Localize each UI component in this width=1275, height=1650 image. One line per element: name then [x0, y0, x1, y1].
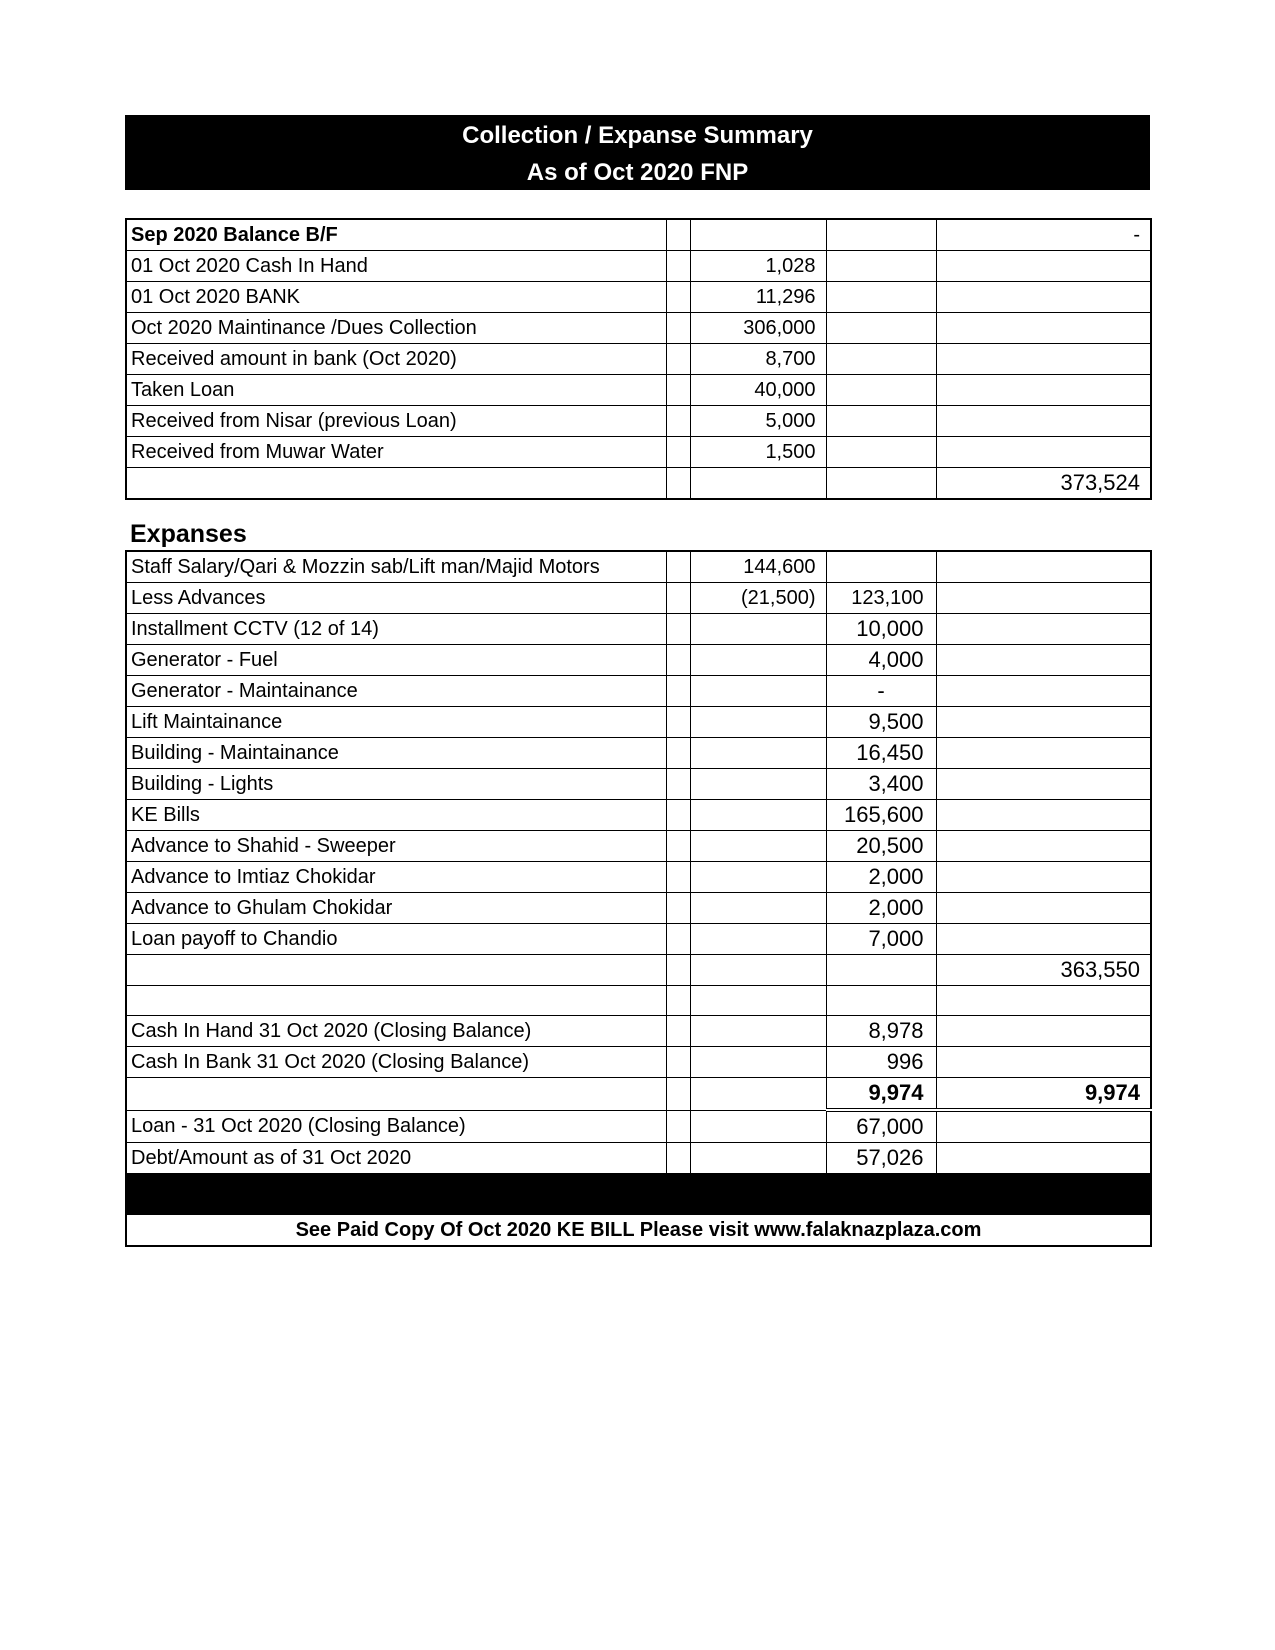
row-label: 01 Oct 2020 BANK	[126, 282, 666, 313]
row-label: Cash In Hand 31 Oct 2020 (Closing Balance)	[126, 1016, 666, 1047]
collection-total: 373,524	[936, 468, 1151, 500]
summary-sheet	[125, 115, 1150, 1247]
header-banner	[125, 115, 1150, 190]
black-bar	[126, 1174, 1151, 1215]
row-amount: 165,600	[826, 800, 936, 831]
row-label: Oct 2020 Maintinance /Dues Collection	[126, 313, 666, 344]
row-amount: 5,000	[690, 406, 826, 437]
row-amount: 16,450	[826, 738, 936, 769]
table-row	[126, 551, 1151, 583]
table-row	[126, 251, 1151, 282]
row-amount: 2,000	[826, 862, 936, 893]
row-label: Generator - Maintainance	[126, 676, 666, 707]
table-row	[126, 282, 1151, 313]
opening-balance-label: Sep 2020 Balance B/F	[126, 219, 666, 251]
row-label: Taken Loan	[126, 375, 666, 406]
row-amount: 67,000	[826, 1110, 936, 1143]
spacer-row	[126, 986, 1151, 1016]
opening-balance-total: -	[936, 219, 1151, 251]
table-row	[126, 862, 1151, 893]
footer-row	[126, 1215, 1151, 1247]
page-title: Collection / Expanse Summary	[462, 122, 813, 149]
table-row	[126, 1110, 1151, 1143]
expanses-heading: Expanses	[130, 520, 247, 548]
row-label: Lift Maintainance	[126, 707, 666, 738]
table-row	[126, 707, 1151, 738]
row-label: Staff Salary/Qari & Mozzin sab/Lift man/Majid Motors	[126, 551, 666, 583]
table-row	[126, 645, 1151, 676]
closing-subtotal-row	[126, 1078, 1151, 1111]
page-subtitle: As of Oct 2020 FNP	[526, 159, 749, 186]
table-row	[126, 406, 1151, 437]
row-amount: 11,296	[690, 282, 826, 313]
table-row	[126, 1016, 1151, 1047]
table-row	[126, 800, 1151, 831]
footer-note: See Paid Copy Of Oct 2020 KE BILL Please visit www.falaknazplaza.com	[126, 1215, 1151, 1247]
table-row	[126, 1143, 1151, 1174]
table-row	[126, 738, 1151, 769]
closing-total: 9,974	[936, 1078, 1151, 1111]
row-label: Cash In Bank 31 Oct 2020 (Closing Balance)	[126, 1047, 666, 1078]
row-amount: 996	[826, 1047, 936, 1078]
row-label: Received from Muwar Water	[126, 437, 666, 468]
collection-total-row	[126, 468, 1151, 500]
row-label: Loan - 31 Oct 2020 (Closing Balance)	[126, 1110, 666, 1143]
table-row	[126, 831, 1151, 862]
table-row	[126, 375, 1151, 406]
row-label: Generator - Fuel	[126, 645, 666, 676]
table-row	[126, 313, 1151, 344]
row-amount: 7,000	[826, 924, 936, 955]
row-amount: 57,026	[826, 1143, 936, 1174]
row-label: Less Advances	[126, 583, 666, 614]
row-amount: 1,028	[690, 251, 826, 282]
row-net: 123,100	[826, 583, 936, 614]
table-row	[126, 924, 1151, 955]
table-row	[126, 614, 1151, 645]
row-label: Advance to Imtiaz Chokidar	[126, 862, 666, 893]
row-label: Received amount in bank (Oct 2020)	[126, 344, 666, 375]
expanses-total-row	[126, 955, 1151, 986]
row-amount: 10,000	[826, 614, 936, 645]
table-row	[126, 344, 1151, 375]
table-row	[126, 676, 1151, 707]
collection-table	[125, 218, 1152, 500]
table-row	[126, 219, 1151, 251]
row-amount: 2,000	[826, 893, 936, 924]
table-row	[126, 437, 1151, 468]
row-label: KE Bills	[126, 800, 666, 831]
row-label: Building - Maintainance	[126, 738, 666, 769]
row-amount: 144,600	[690, 551, 826, 583]
row-amount: 3,400	[826, 769, 936, 800]
row-label: Debt/Amount as of 31 Oct 2020	[126, 1143, 666, 1174]
row-amount: (21,500)	[690, 583, 826, 614]
table-row	[126, 893, 1151, 924]
row-label: Advance to Ghulam Chokidar	[126, 893, 666, 924]
row-amount: 306,000	[690, 313, 826, 344]
closing-subtotal: 9,974	[826, 1078, 936, 1111]
table-row	[126, 583, 1151, 614]
row-label: Received from Nisar (previous Loan)	[126, 406, 666, 437]
expanses-total: 363,550	[936, 955, 1151, 986]
row-label: Installment CCTV (12 of 14)	[126, 614, 666, 645]
row-amount: 1,500	[690, 437, 826, 468]
table-row	[126, 769, 1151, 800]
row-label: Advance to Shahid - Sweeper	[126, 831, 666, 862]
row-label: Building - Lights	[126, 769, 666, 800]
expanses-table	[125, 550, 1152, 1247]
row-amount: 9,500	[826, 707, 936, 738]
row-label: Loan payoff to Chandio	[126, 924, 666, 955]
row-amount: 20,500	[826, 831, 936, 862]
row-amount: -	[826, 676, 936, 707]
row-amount: 8,700	[690, 344, 826, 375]
row-amount: 8,978	[826, 1016, 936, 1047]
table-row	[126, 1047, 1151, 1078]
row-amount: 40,000	[690, 375, 826, 406]
row-label: 01 Oct 2020 Cash In Hand	[126, 251, 666, 282]
row-amount: 4,000	[826, 645, 936, 676]
